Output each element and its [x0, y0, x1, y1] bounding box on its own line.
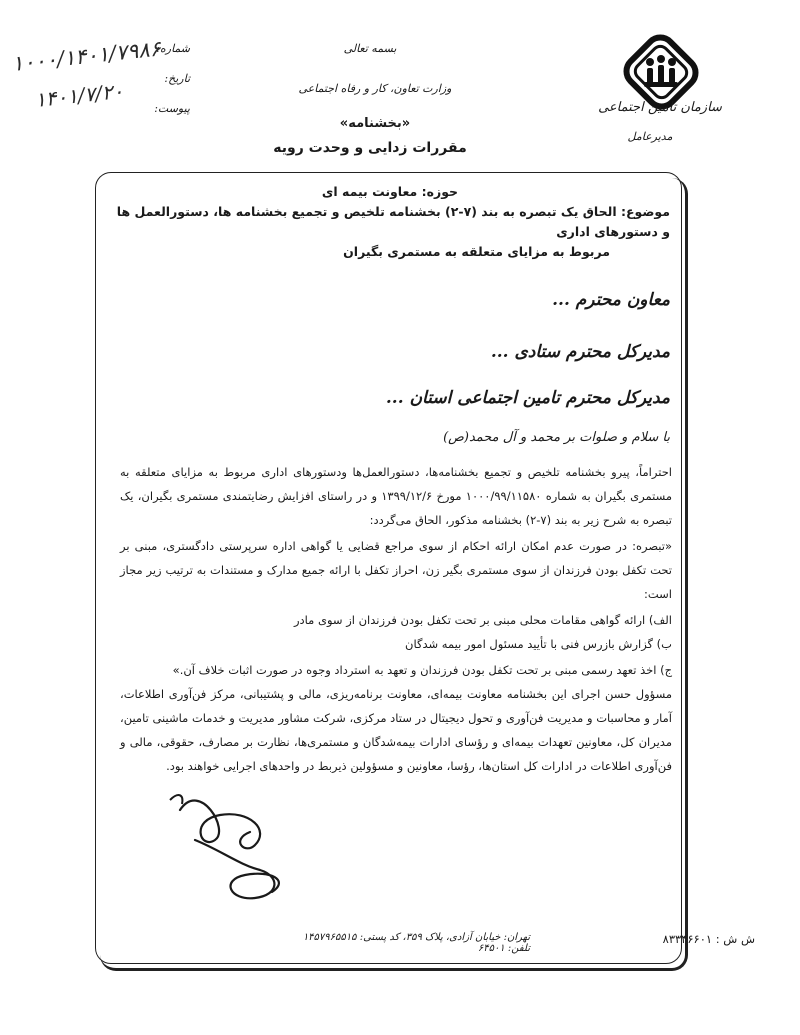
date-value-handwritten: ۱۴۰۱/۷/۲۰ — [33, 78, 125, 112]
organization-name: سازمان تامین اجتماعی — [598, 100, 722, 115]
ministry-name: وزارت تعاون، کار و رفاه اجتماعی — [298, 82, 452, 95]
signature-image — [160, 770, 310, 910]
addressee-1: معاون محترم ... — [552, 290, 670, 310]
subject-line-2: مربوط به مزایای متعلقه به مستمری بگیران — [343, 244, 610, 259]
footer-fax-number: ش ش : ۸۳۳۴۶۶۰۱ — [662, 932, 755, 946]
domain-line: حوزه: معاونت بیمه ای — [321, 184, 459, 199]
footer-address: تهران: خیابان آزادی، پلاک ۳۵۹، کد پستی: ۱۴۵۷۹۶۵۵۱۵ تلفن: ۶۴۵۰۱ — [302, 932, 530, 954]
bismillah-text: بسمه تعالی — [343, 42, 397, 55]
paragraph-intro: احتراماً، پیرو بخشنامه تلخیص و تجمیع بخشنامه‌ها، دستورالعمل‌ها ودستورهای اداری مربوط به مزایای متعلقه به مستمری بگیران به شماره ۱۰۰۰/۹۹/۱۱۵۸۰ مورخ ۱۳۹۹/۱۲/۶ و در راستای افزایش رضایتمندی مستمری بگیران، یک تبصره به شرح زیر به بند (۷-۲) بخشنامه مذکور، الحاق می‌گردد: — [120, 465, 672, 527]
item-a: الف) ارائه گواهی مقامات محلی مبنی بر تحت تکفل بودن فرزندان از سوی مادر — [293, 613, 672, 627]
circular-subtitle: مقررات زدایی و وحدت رویه — [273, 140, 467, 156]
organization-title: مدیرعامل — [627, 130, 673, 143]
item-b: ب) گزارش بازرس فنی با تأیید مسئول امور بیمه شدگان — [405, 637, 672, 651]
salutation: با سلام و صلوات بر محمد و آل محمد(ص) — [443, 430, 670, 445]
number-label: شماره: — [156, 42, 190, 55]
subject-line-1: موضوع: الحاق یک تبصره به بند (۷-۲) بخشنامه تلخیص و تجمیع بخشنامه ها، دستورالعمل ها و دستورهای اداری — [116, 204, 670, 239]
addressee-2: مدیرکل محترم ستادی ... — [490, 342, 670, 362]
circular-label: «بخشنامه» — [339, 116, 411, 131]
addressee-3: مدیرکل محترم تامین اجتماعی استان ... — [385, 388, 670, 408]
attachment-label: پیوست: — [154, 102, 190, 115]
subject-block — [110, 182, 670, 262]
paragraph-responsibility: مسؤول حسن اجرای این بخشنامه معاونت بیمه‌ای، معاونت برنامه‌ریزی، مالی و پشتیبانی، مرکز فن‌آوری اطلاعات، آمار و محاسبات و مدیریت فن‌آوری و تحول دیجیتال در ستاد مرکزی، شرکت مشاور مدیریت و خدمات ماشینی تامین، مدیران کل، معاونین تعهدات بیمه‌ای و رؤسای ادارات بیمه‌شدگان و مستمری‌ها، نظارت بر مصارف، حقوقی، مالی و فن‌آوری اطلاعات در ادارات کل استان‌ها، رؤسا، معاونین و مسؤولین ذیربط در واحدهای اجرایی خواهند بود. — [120, 687, 672, 773]
note-paragraph: «تبصره: در صورت عدم امکان ارائه احکام از سوی مراجع قضایی یا گواهی اداره سرپرستی دادگستری، مبنی بر تحت تکفل بودن فرزندان از سوی مستمری بگیر زن، احراز تکفل با ارائه جمیع مدارک و مستندات به ترتیب زیر مجاز است: — [120, 539, 672, 601]
number-value-handwritten: ۱۰۰۰/۱۴۰۱/۷۹۸۶ — [10, 36, 162, 76]
item-c: ج) اخذ تعهد رسمی مبنی بر تحت تکفل بودن فرزندان و تعهد به استرداد وجوه در صورت اثبات خلاف آن.» — [172, 663, 672, 677]
date-label: تاریخ: — [164, 72, 190, 85]
